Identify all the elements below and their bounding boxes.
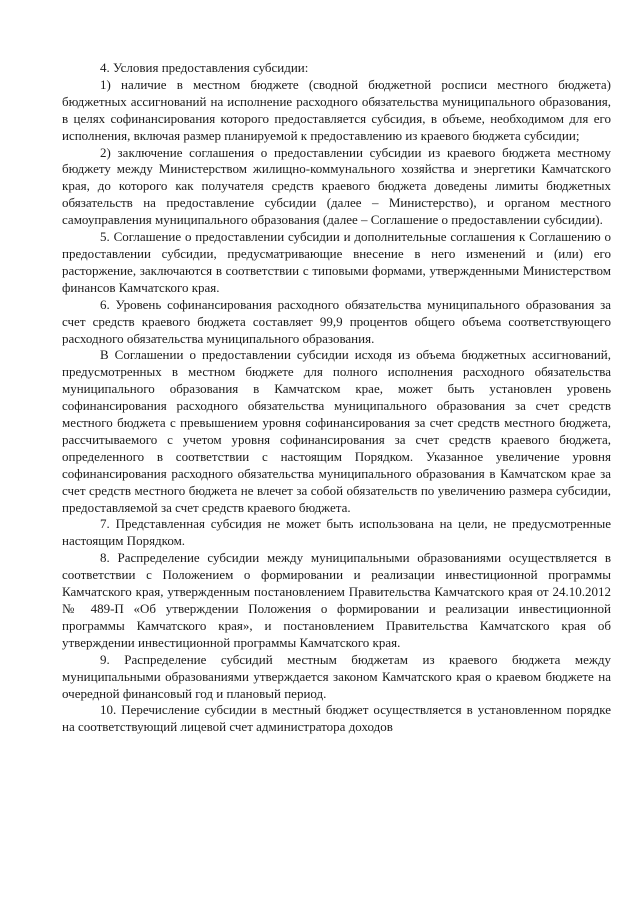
paragraph-condition-1: 1) наличие в местном бюджете (сводной бюджетной росписи местного бюджета) бюджетных ассигнований на исполнение расходного обязательства муниципального образования, в целях софинансирования которого предоставляется субсидия, в объеме, необходимом для его исполнения, включая размер планируемой к предоставлению из краевого бюджета субсидии; xyxy=(62,76,611,143)
paragraph-item-7: 7. Представленная субсидия не может быть использована на цели, не предусмотренные настоящим Порядком. xyxy=(62,516,611,549)
paragraph-item-6: 6. Уровень софинансирования расходного обязательства муниципального образования за счет средств краевого бюджета составляет 99,9 процентов общего объема соответствующего расходного обязательства муниципального образования. xyxy=(62,296,611,346)
paragraph-item-10: 10. Перечисление субсидии в местный бюджет осуществляется в установленном порядке на соответствующий лицевой счет администратора доходов xyxy=(62,702,611,735)
document-page xyxy=(62,60,611,736)
section-heading: 4. Условия предоставления субсидии: xyxy=(100,60,309,75)
paragraph-item-5: 5. Соглашение о предоставлении субсидии и дополнительные соглашения к Соглашению о предоставлении субсидии, предусматривающие внесение в него изменений и (или) его расторжение, заключаются в соответствии с типовыми формами, утвержденными Министерством финансов Камчатского края. xyxy=(62,229,611,295)
paragraph-condition-2: 2) заключение соглашения о предоставлении субсидии из краевого бюджета местному бюджету между Министерством жилищно-коммунального хозяйства и энергетики Камчатского края, до которого как получателя средств краевого бюджета доведены лимиты бюджетных обязательств на предоставление субсидии (далее – Министерство), и органом местного самоуправления муниципального образования (далее – Соглашение о предоставлении субсидии). xyxy=(62,144,611,228)
paragraph-item-8: 8. Распределение субсидии между муниципальными образованиями осуществляется в соответствии с Положением о формировании и реализации инвестиционной программы Камчатского края, утвержденным постановлением Правительства Камчатского края от 24.10.2012 № 489-П «Об утверждении Положения о формировании и реализации инвестиционной программы Камчатского края», и постановлением Правительства Камчатского края об утверждении инвестиционной программы Камчатского края. xyxy=(62,550,611,650)
paragraph-cofinancing-level: В Соглашении о предоставлении субсидии исходя из объема бюджетных ассигнований, предусмотренных в местном бюджете для полного исполнения расходного обязательства муниципального образования в Камчатском крае, может быть установлен уровень софинансирования расходного обязательства муниципального образования за счет средств местного бюджета с превышением уровня софинансирования за счет средств местного бюджета, рассчитываемого с учетом уровня софинансирования за счет средств краевого бюджета, определенного в соответствии с настоящим Порядком. Указанное увеличение уровня софинансирования расходного обязательства муниципального образования в Камчатском крае за счет средств местного бюджета не влечет за собой обязательств по увеличению размера субсидии, предоставляемой за счет средств краевого бюджета. xyxy=(62,347,611,515)
paragraph-item-9: 9. Распределение субсидий местным бюджетам из краевого бюджета между муниципальными образованиями утверждается законом Камчатского края о краевом бюджете на очередной финансовый год и плановый период. xyxy=(62,651,611,701)
